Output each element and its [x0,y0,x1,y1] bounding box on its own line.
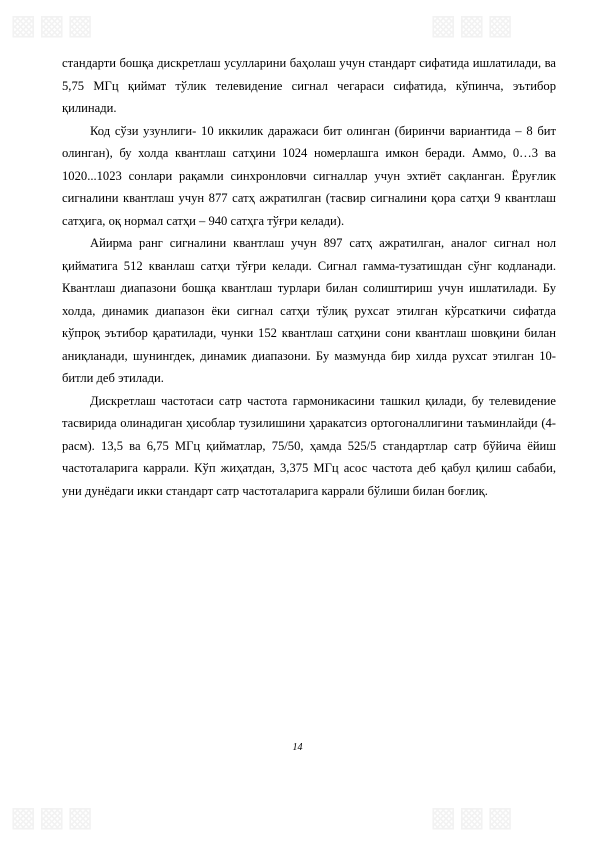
paragraph-4: Дискретлаш частотаси сатр частота гармоникасини ташкил қилади, бу телевидение тасвирида олинадиган ҳисоблар тузилишини ҳаракатсиз ортогоналлигини таъминлайди (4-расм). 13,5 ва 6,75 МГц қийматлар, 75/50, ҳамда 525/5 стандартлар сатр бўйича ёйиш частоталарига каррали. Кўп жиҳатдан, 3,375 МГц асос частота деб қабул қилиш сабаби, уни дунёдаги икки стандарт сатр частоталарига каррали бўлиши билан боғлиқ. [62,393,556,498]
watermark-logo: ▩▩▩ [430,8,516,41]
paragraph-2: Код сўзи узунлиги- 10 иккилик даражаси бит олинган (биринчи вариантида – 8 бит олинган), бу холда квантлаш сатҳини 1024 номерлашга имкон беради. Аммо, 0…3 ва 1020...1023 сонлари рақамли синхронловчи сигналлар учун эхтиёт сақланган. Ёруғлик сигналини квантлаш учун 877 сатҳ ажратилган (тасвир сигналини қора сатҳи 9 квантлаш сатҳига, оқ нормал сатҳи – 940 сатҳга тўғри келади). [62,123,556,228]
page-number: 14 [292,742,303,753]
watermark-logo: ▩▩▩ [10,8,96,41]
body-text [62,52,556,502]
paragraph-3: Айирма ранг сигналини квантлаш учун 897 сатҳ ажратилган, аналог сигнал нол қийматига 512 кванлаш сатҳи тўғри келади. Сигнал гамма-тузатишдан сўнг кодланади. Квантлаш диапазони бошқа квантлаш турлари билан солиштириш учун ишлатилади. Бу холда, динамик диапазон ёки сигнал сатҳи тўлиқ рухсат этилган кўрсаткичи сифатда кўпроқ эътибор қаратилади, чунки 152 квантлаш сатҳини сони квантлаш шовқини билан аниқланади, шунингдек, динамик диапазони. Бу мазмунда бир хилда рухсат этилган 10-битли деб этилади. [62,236,556,385]
paragraph-1: стандарти бошқа дискретлаш усулларини баҳолаш учун стандарт сифатида ишлатилади, ва 5,75 МГц қиймат тўлик телевидение сигнал чегараси сифатида, кўпинча, эътибор қилинади. [62,56,556,115]
watermark-logo: ▩▩▩ [10,800,96,833]
watermark-logo: ▩▩▩ [430,800,516,833]
